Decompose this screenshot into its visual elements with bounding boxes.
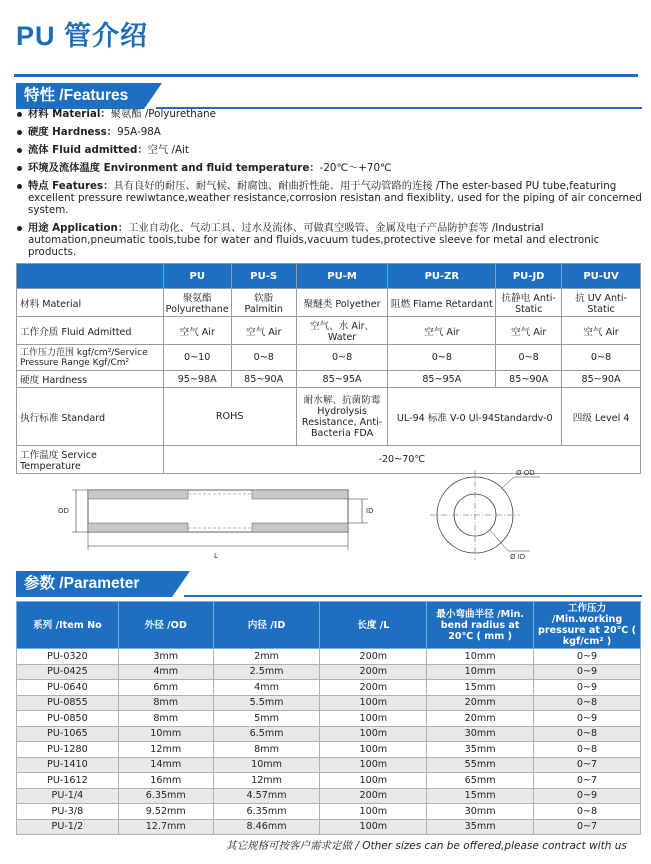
spec-table <box>16 263 641 474</box>
table-cell: PU-0640 <box>17 680 119 696</box>
table-cell: 6mm <box>118 680 213 696</box>
feature-temperature: 环境及流体温度 Environment and fluid temperature：-20℃～+70℃ <box>16 162 642 174</box>
table-row <box>17 695 641 711</box>
table-cell: 10mm <box>118 726 213 742</box>
table-row <box>17 742 641 758</box>
table-cell: PU-0855 <box>17 695 119 711</box>
spec-row-standard: 执行标准 Standard ROHS 耐水解、抗菌防霉 Hydrolysis Resistance, Anti-Bacteria FDA UL-94 标准 V-0 Ul-94Standardv-0 四级 Level 4 <box>17 388 641 446</box>
table-cell: 2mm <box>213 649 320 665</box>
spec-header-pu-zr: PU-ZR <box>388 264 496 289</box>
table-cell: 200m <box>320 649 427 665</box>
parameter-header-row <box>17 602 641 649</box>
table-cell: 0~8 <box>534 742 641 758</box>
table-cell: 4.57mm <box>213 788 320 804</box>
table-cell: 200m <box>320 664 427 680</box>
table-row <box>17 711 641 727</box>
table-cell: 0~7 <box>534 819 641 835</box>
table-cell: 8mm <box>118 711 213 727</box>
table-row <box>17 819 641 835</box>
table-row <box>17 773 641 789</box>
feature-hardness: 硬度 Hardness：95A-98A <box>16 126 642 138</box>
tube-side-drawing <box>56 482 386 564</box>
param-header-bend-radius: 最小弯曲半径 /Min. bend radius at 20℃ ( mm ) <box>427 602 534 649</box>
table-cell: 200m <box>320 788 427 804</box>
table-row <box>17 649 641 665</box>
page-title: PU 管介绍 <box>16 21 149 51</box>
spec-header-pu: PU <box>163 264 231 289</box>
table-cell: 65mm <box>427 773 534 789</box>
table-cell: 15mm <box>427 788 534 804</box>
length-label: L <box>214 552 218 560</box>
id-label: ID <box>366 507 374 515</box>
table-cell: 10mm <box>213 757 320 773</box>
table-cell: 0~7 <box>534 757 641 773</box>
spec-row-fluid: 工作介质 Fluid Admitted 空气 Air 空气 Air 空气、水 Air、Water 空气 Air 空气 Air 空气 Air <box>17 317 641 345</box>
parameter-table <box>16 601 641 835</box>
spec-row-temperature: 工作温度 Service Temperature -20~70℃ <box>17 446 641 474</box>
param-header-length: 长度 /L <box>320 602 427 649</box>
table-cell: 6.35mm <box>213 804 320 820</box>
table-cell: PU-1280 <box>17 742 119 758</box>
parameter-heading-label: 参数 /Parameter <box>16 571 172 597</box>
table-cell: 16mm <box>118 773 213 789</box>
table-cell: 35mm <box>427 819 534 835</box>
title-divider <box>14 74 638 77</box>
table-row <box>17 788 641 804</box>
table-cell: 0~9 <box>534 711 641 727</box>
table-row <box>17 680 641 696</box>
table-cell: 0~9 <box>534 680 641 696</box>
features-heading <box>16 83 642 109</box>
table-cell: 12mm <box>213 773 320 789</box>
table-cell: PU-1/2 <box>17 819 119 835</box>
tube-cross-section-drawing <box>430 465 580 565</box>
table-row <box>17 726 641 742</box>
od-symbol-label: Ø OD <box>516 469 535 477</box>
table-cell: 10mm <box>427 664 534 680</box>
table-cell: 10mm <box>427 649 534 665</box>
spec-header-row <box>17 264 641 289</box>
table-cell: 100m <box>320 711 427 727</box>
table-cell: PU-3/8 <box>17 804 119 820</box>
table-cell: 8mm <box>118 695 213 711</box>
spec-row-material: 材料 Material 聚氨酯 Polyurethane 软脂 Palmitin 聚醚类 Polyether 阻燃 Flame Retardant 抗静电 Anti-Static 抗 UV Anti-Static <box>17 289 641 317</box>
table-cell: 0~8 <box>534 726 641 742</box>
table-cell: 100m <box>320 819 427 835</box>
footer-note: 其它规格可按客户需求定做 / Other sizes can be offered,please contract with us <box>226 840 627 852</box>
table-cell: 100m <box>320 804 427 820</box>
table-cell: 4mm <box>213 680 320 696</box>
table-cell: 12.7mm <box>118 819 213 835</box>
od-label: OD <box>58 507 69 515</box>
table-cell: PU-1/4 <box>17 788 119 804</box>
feature-characteristics: 特点 Features：具有良好的耐压、耐气候、耐腐蚀、耐曲折性能、用于气动管路的连接 /The ester-based PU tube,featuring excellent pressure rewiwtance,weather resistance,corrosion resistan and fiexiblity, used for the piping of air concerned system. <box>16 180 642 216</box>
table-row <box>17 664 641 680</box>
spec-row-hardness: 硬度 Hardness 95~98A 85~90A 85~95A 85~95A 85~90A 85~90A <box>17 371 641 388</box>
table-cell: 0~7 <box>534 773 641 789</box>
table-cell: 5mm <box>213 711 320 727</box>
table-cell: 15mm <box>427 680 534 696</box>
id-symbol-label: Ø ID <box>510 553 526 561</box>
table-cell: PU-0425 <box>17 664 119 680</box>
table-cell: 8.46mm <box>213 819 320 835</box>
table-cell: 200m <box>320 680 427 696</box>
table-cell: 6.35mm <box>118 788 213 804</box>
table-cell: 20mm <box>427 711 534 727</box>
table-cell: 30mm <box>427 726 534 742</box>
table-cell: 100m <box>320 757 427 773</box>
table-cell: 20mm <box>427 695 534 711</box>
features-list <box>16 108 642 264</box>
table-cell: 100m <box>320 695 427 711</box>
table-cell: 5.5mm <box>213 695 320 711</box>
table-cell: 0~9 <box>534 664 641 680</box>
spec-header-pu-s: PU-S <box>231 264 296 289</box>
table-cell: 9.52mm <box>118 804 213 820</box>
table-cell: 4mm <box>118 664 213 680</box>
parameter-heading <box>16 571 642 597</box>
table-cell: PU-0320 <box>17 649 119 665</box>
table-cell: PU-1410 <box>17 757 119 773</box>
spec-header-pu-uv: PU-UV <box>562 264 641 289</box>
table-cell: 0~9 <box>534 649 641 665</box>
spec-header-pu-jd: PU-JD <box>496 264 562 289</box>
table-cell: 30mm <box>427 804 534 820</box>
features-heading-label: 特性 /Features <box>16 83 144 109</box>
table-cell: PU-1065 <box>17 726 119 742</box>
table-cell: 100m <box>320 742 427 758</box>
table-cell: 2.5mm <box>213 664 320 680</box>
spec-row-pressure: 工作压力范围 kgf/cm²/Service Pressure Range Kgf/Cm² 0~10 0~8 0~8 0~8 0~8 0~8 <box>17 345 641 371</box>
table-cell: 35mm <box>427 742 534 758</box>
table-cell: 0~8 <box>534 804 641 820</box>
feature-fluid: 流体 Fluid admitted：空气 /Ait <box>16 144 642 156</box>
spec-header-pu-m: PU-M <box>296 264 388 289</box>
table-cell: 0~8 <box>534 695 641 711</box>
param-header-od: 外径 /OD <box>118 602 213 649</box>
table-row <box>17 757 641 773</box>
spec-header-blank <box>17 264 164 289</box>
table-cell: 8mm <box>213 742 320 758</box>
param-header-item: 系列 /Item No <box>17 602 119 649</box>
table-cell: 100m <box>320 773 427 789</box>
table-cell: 14mm <box>118 757 213 773</box>
feature-application: 用途 Application：工业自动化、气动工具、过水及流体、可做真空吸管、金属及电子产品防护套等 /Industrial automation,pneumatic tools,tube for water and fluids,vacuum tudes,protective sleeve for metal and electronic products. <box>16 222 642 258</box>
feature-material: 材料 Material：聚氨酯 /Polyurethane <box>16 108 642 120</box>
param-header-pressure: 工作压力 /Min.working pressure at 20℃ ( kgf/cm² ) <box>534 602 641 649</box>
table-cell: 0~9 <box>534 788 641 804</box>
table-cell: 55mm <box>427 757 534 773</box>
table-row <box>17 804 641 820</box>
table-cell: 6.5mm <box>213 726 320 742</box>
param-header-id: 内径 /ID <box>213 602 320 649</box>
table-cell: 100m <box>320 726 427 742</box>
table-cell: PU-0850 <box>17 711 119 727</box>
table-cell: PU-1612 <box>17 773 119 789</box>
table-cell: 3mm <box>118 649 213 665</box>
table-cell: 12mm <box>118 742 213 758</box>
